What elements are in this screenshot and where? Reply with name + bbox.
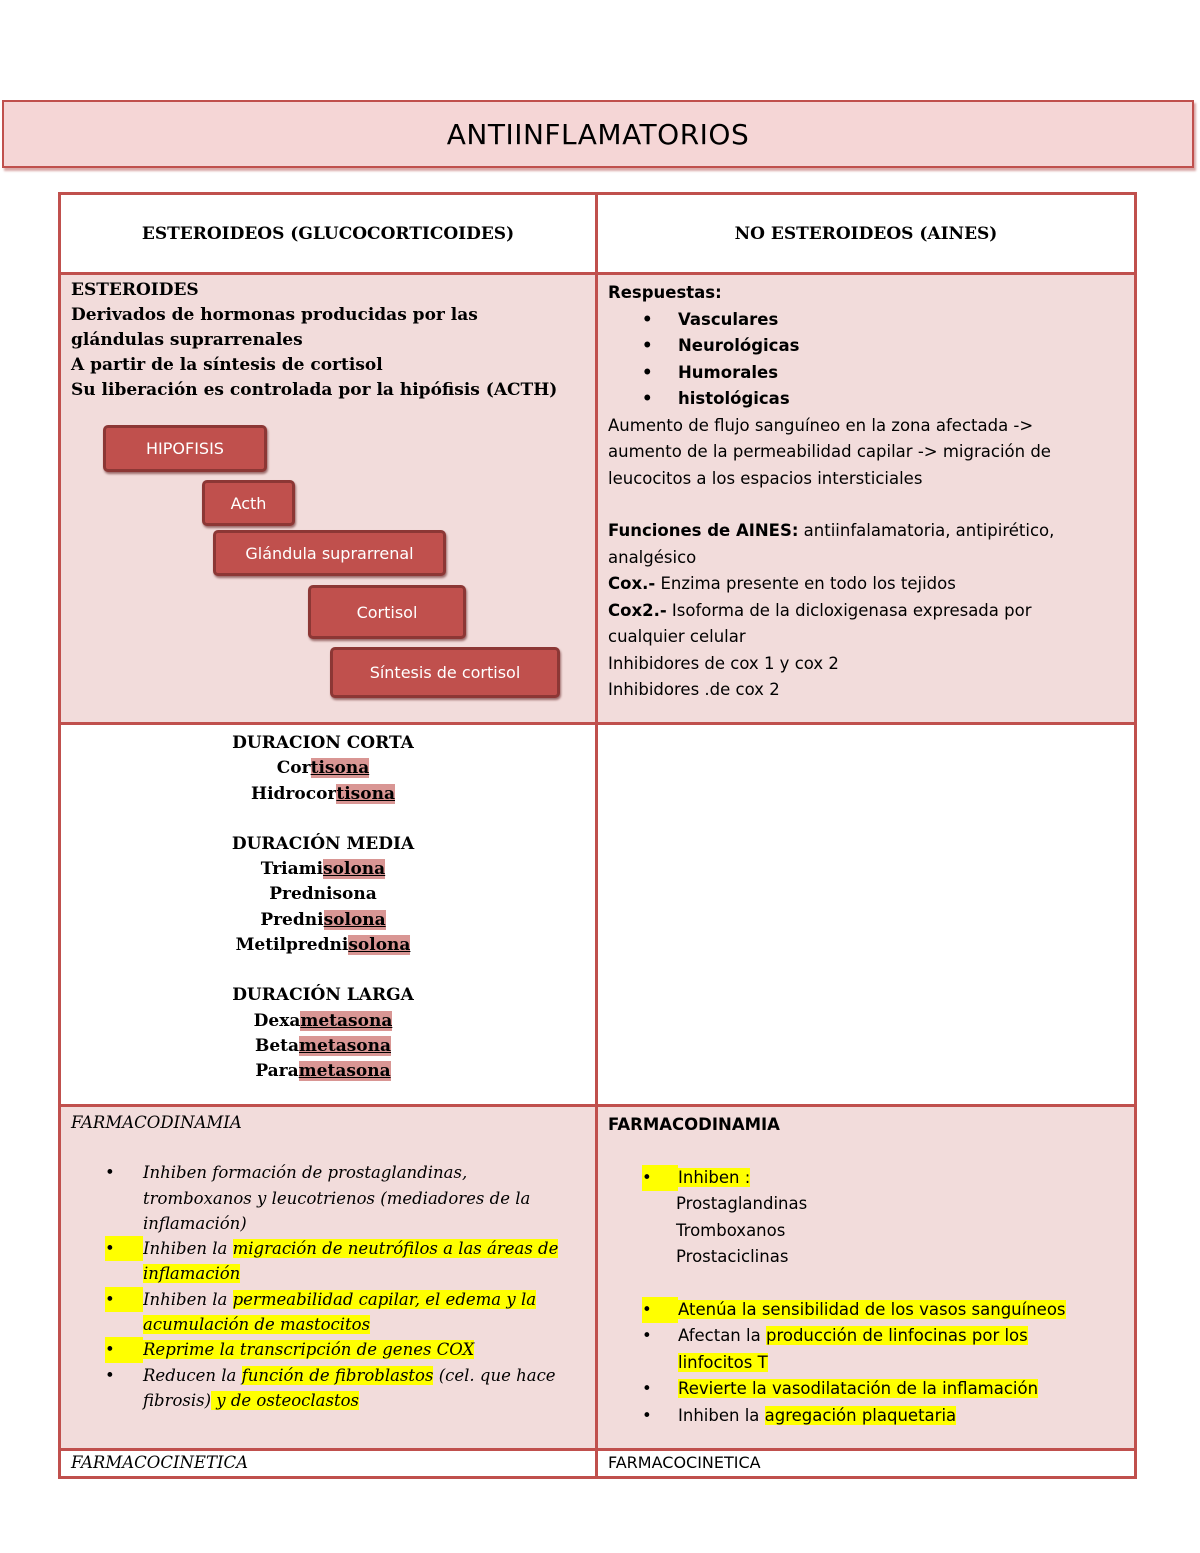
farmacocinetica-right-cell <box>597 1450 1136 1478</box>
steroides-heading: ESTEROIDES <box>71 280 199 300</box>
flow-step-hipofisis: HIPOFISIS <box>103 425 267 472</box>
farmacodinamia-right-list <box>608 1165 1124 1430</box>
cox-line: Cox.- Enzima presente en todo los tejidos <box>608 574 956 593</box>
list-item: • histológicas <box>642 389 790 408</box>
farmacocinetica-left-cell <box>60 1450 597 1478</box>
list-item: • Inhiben la migración de neutrófilos a las áreas de inflamación <box>71 1236 585 1287</box>
list-item: • Afectan la producción de linfocinas por los linfocitos T <box>642 1326 1028 1372</box>
header-cell-right <box>597 194 1136 274</box>
cox2-line: Cox2.- Isoforma de la dicloxigenasa expresada por <box>608 600 1032 620</box>
steroides-line: A partir de la síntesis de cortisol <box>71 355 383 375</box>
drug-item: Triamisolona <box>260 859 386 880</box>
steroides-line: Su liberación es controlada por la hipófisis (ACTH) <box>71 380 558 400</box>
list-item: • Vasculares <box>642 309 779 329</box>
inhibidores-line: Inhibidores de cox 1 y cox 2 <box>608 653 839 673</box>
drug-item: Dexametasona <box>253 1010 393 1031</box>
comparison-table <box>58 192 1137 1479</box>
list-item: Prostaglandinas Tromboxanos Prostaciclinas <box>676 1194 808 1266</box>
cox2-line-cont: cualquier celular <box>608 627 746 646</box>
header-nonsteroidal: NO ESTEROIDEOS (AINES) <box>734 223 998 244</box>
list-item: • Inhiben la agregación plaquetaria <box>642 1405 957 1425</box>
header-steroidal: ESTEROIDEOS (GLUCOCORTICOIDES) <box>141 223 515 244</box>
steroides-cell <box>60 274 597 724</box>
inhibidores-line: Inhibidores .de cox 2 <box>608 680 780 699</box>
document-title: ANTIINFLAMATORIOS <box>2 100 1194 168</box>
farmacocinetica-left: FARMACOCINETICA <box>71 1453 249 1472</box>
farmacodinamia-left-heading: FARMACODINAMIA <box>71 1113 242 1132</box>
list-item: • Inhiben la permeabilidad capilar, el edema y la acumulación de mastocitos <box>71 1287 585 1338</box>
farmacocinetica-right: FARMACOCINETICA <box>608 1453 761 1472</box>
respuestas-paragraph: Aumento de flujo sanguíneo en la zona afectada -> aumento de la permeabilidad capilar -> migración de leucocitos a los espacios intersticiales <box>608 415 1051 488</box>
duracion-cell <box>60 724 597 1106</box>
list-item: • Humorales <box>642 362 779 382</box>
header-cell-left <box>60 194 597 274</box>
duracion-larga-heading: DURACIÓN LARGA <box>232 985 414 1006</box>
steroides-line: Derivados de hormonas producidas por las <box>71 305 478 325</box>
list-item: • Atenúa la sensibilidad de los vasos sanguíneos <box>608 1297 1124 1324</box>
list-item: • Reprime la transcripción de genes COX <box>71 1337 585 1362</box>
drug-item: Prednisona <box>269 884 377 905</box>
drug-item: Metilprednisolona <box>235 935 411 956</box>
list-item: • Neurológicas <box>642 336 800 355</box>
flow-step-cortisol: Cortisol <box>308 585 466 639</box>
list-item: • Reducen la función de fibroblastos (cel. que hace fibrosis) y de osteoclastos <box>105 1365 556 1410</box>
farmacodinamia-right-cell <box>597 1106 1136 1450</box>
drug-item: Hidrocortisona <box>251 783 395 804</box>
respuestas-cell <box>597 274 1136 724</box>
drug-item: Prednisolona <box>260 909 386 930</box>
list-item: • Inhiben : <box>608 1165 1124 1192</box>
funciones-aines-cont: analgésico <box>608 547 697 567</box>
drug-item: Cortisona <box>276 758 370 779</box>
drug-item: Betametasona <box>254 1035 392 1056</box>
steroides-line: glándulas suprarrenales <box>71 330 303 350</box>
flow-step-sintesis: Síntesis de cortisol <box>330 647 560 698</box>
list-item: • Inhiben formación de prostaglandinas, tromboxanos y leucotrienos (mediadores de la inflamación) <box>105 1163 531 1233</box>
duracion-corta-heading: DURACION CORTA <box>232 733 414 753</box>
list-item: • Revierte la vasodilatación de la inflamación <box>642 1379 1039 1398</box>
farmacodinamia-right-heading: FARMACODINAMIA <box>608 1115 780 1134</box>
respuestas-list <box>608 307 1124 413</box>
respuestas-heading: Respuestas: <box>608 283 722 302</box>
empty-cell <box>597 724 1136 1106</box>
farmacodinamia-left-list <box>71 1160 585 1413</box>
duracion-media-heading: DURACIÓN MEDIA <box>231 833 415 854</box>
flow-step-glandula: Glándula suprarrenal <box>213 530 446 576</box>
funciones-aines: Funciones de AINES: antiinfalamatoria, antipirético, <box>608 521 1055 540</box>
flow-step-acth: Acth <box>202 480 295 526</box>
drug-item: Parametasona <box>255 1061 391 1082</box>
farmacodinamia-left-cell <box>60 1106 597 1450</box>
